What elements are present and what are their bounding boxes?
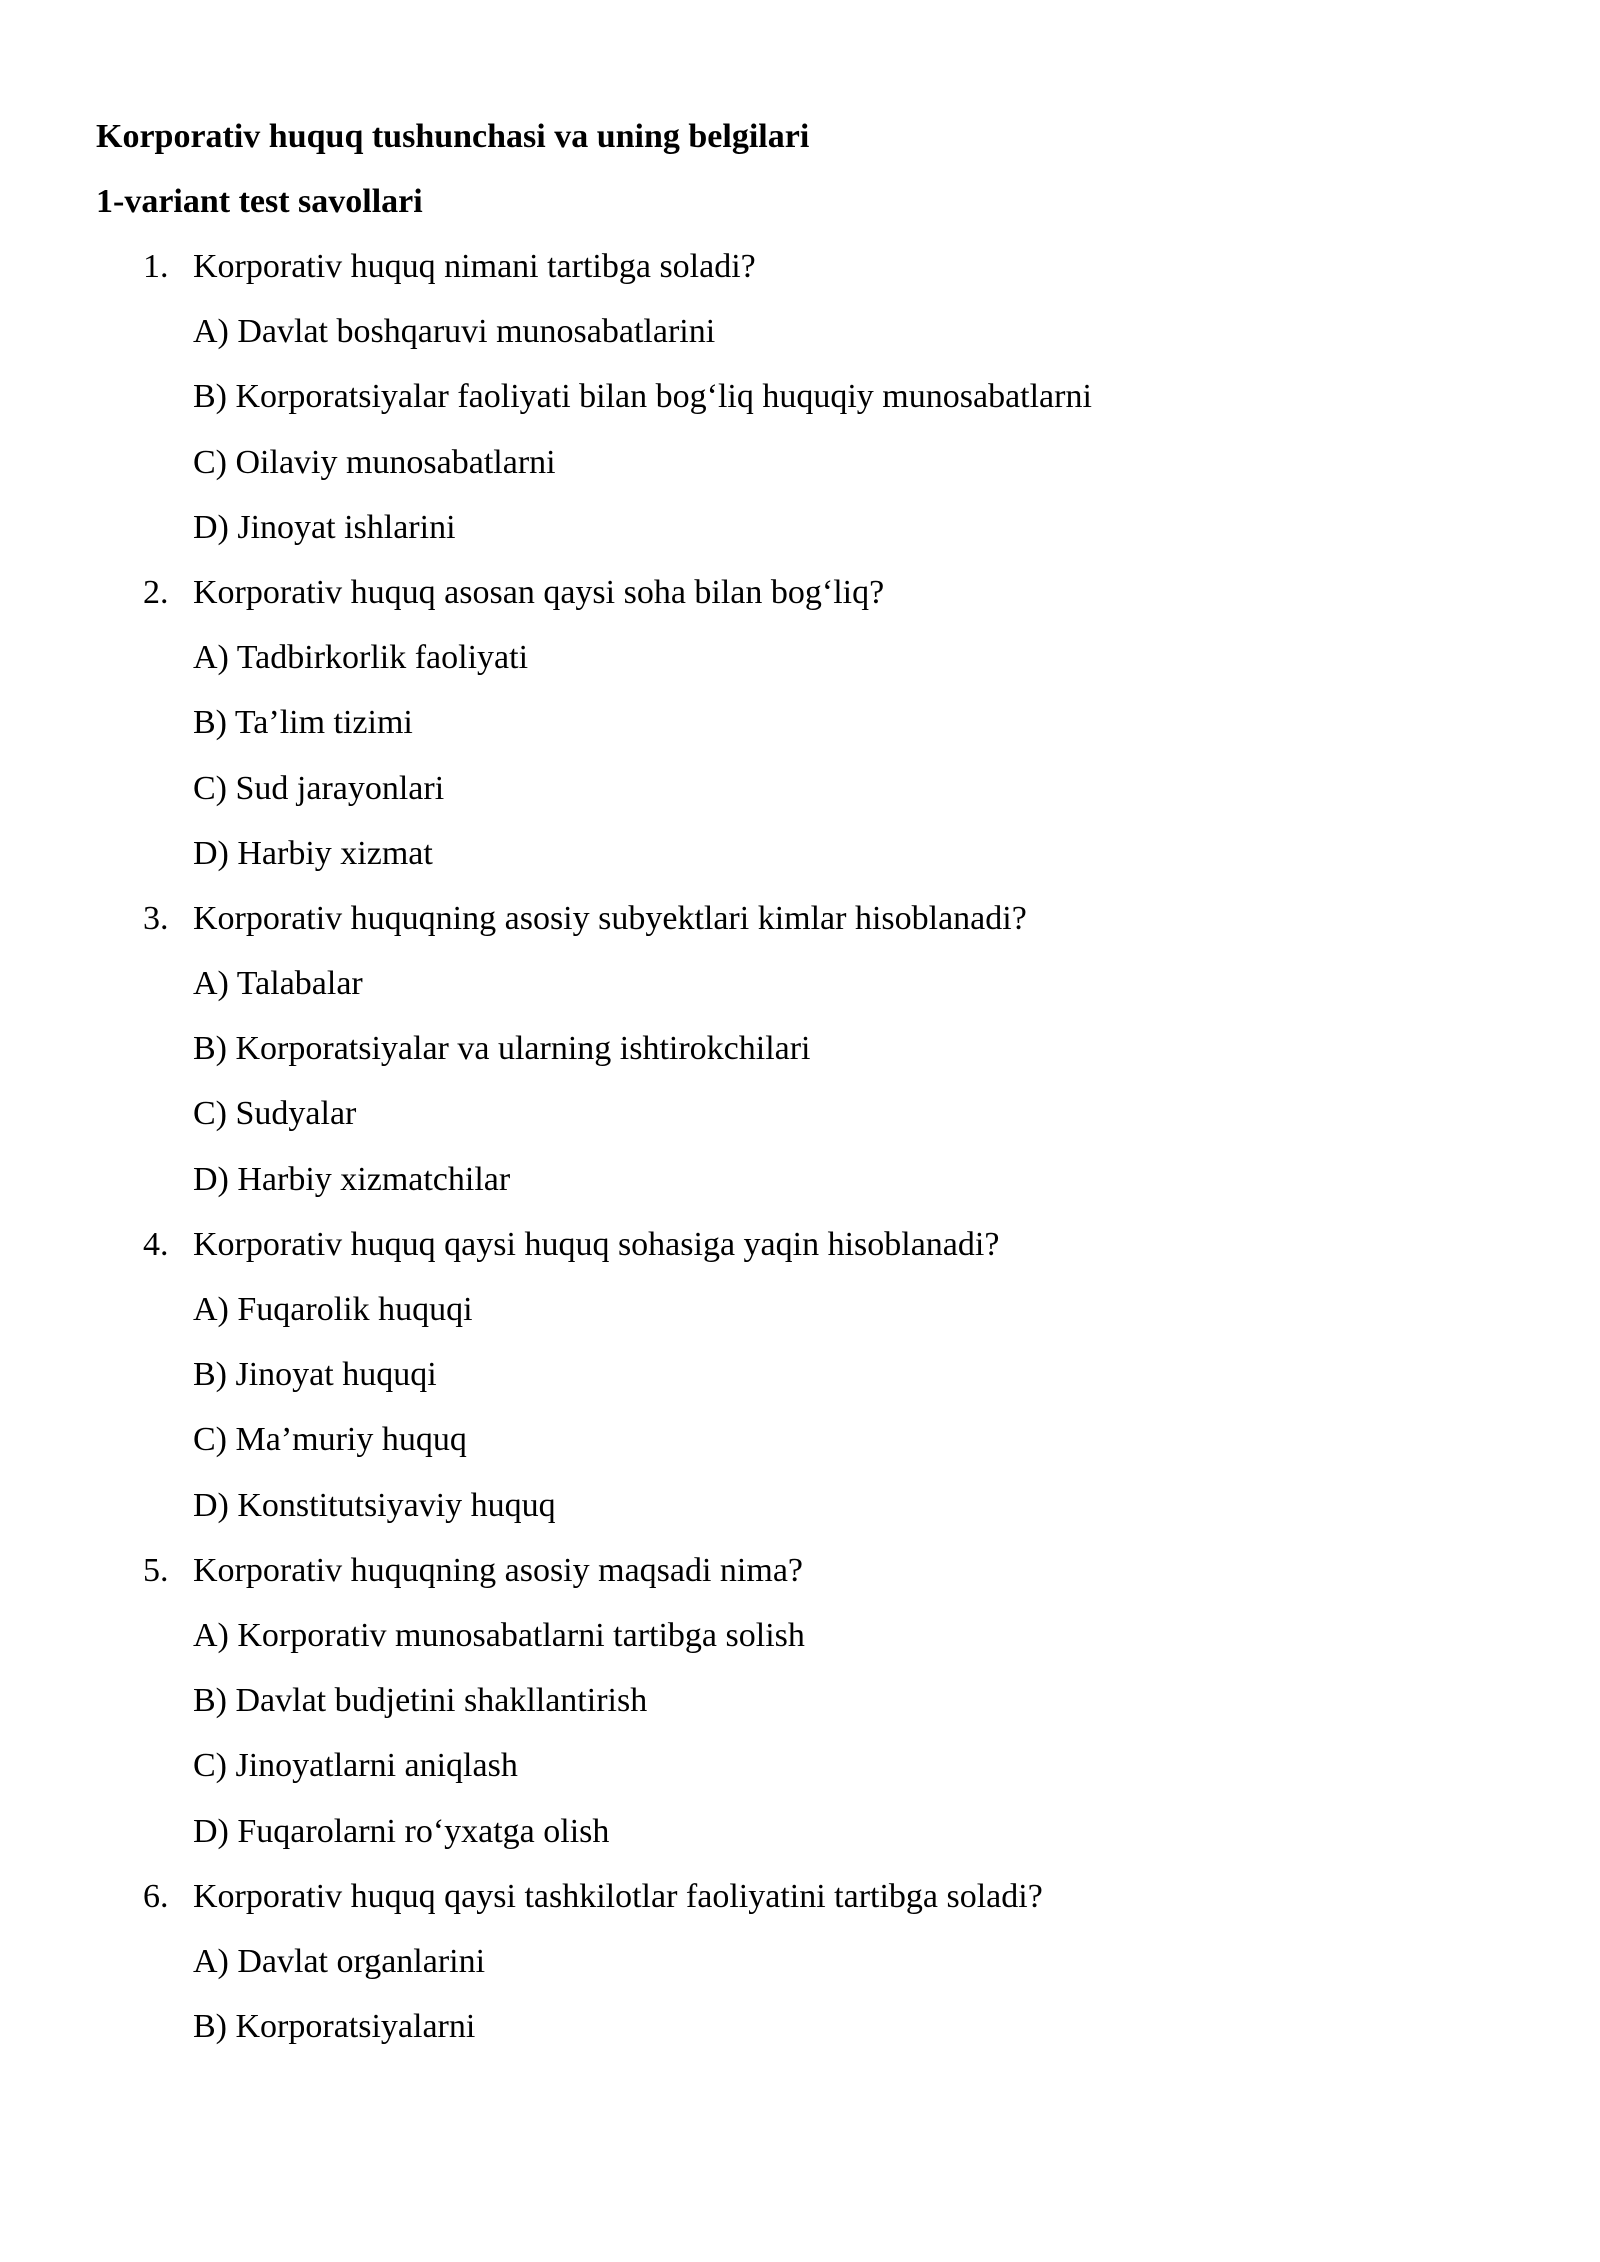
answer-options bbox=[0, 1941, 1600, 2071]
question-number: 5. bbox=[143, 1551, 169, 1589]
question-text: Korporativ huquq nimani tartibga soladi? bbox=[193, 248, 756, 285]
question-line bbox=[0, 1224, 1600, 1289]
answer-option bbox=[0, 963, 1600, 1028]
answer-option-text: C) Sudyalar bbox=[193, 1095, 357, 1133]
answer-option bbox=[0, 442, 1600, 507]
answer-option-text: C) Oilaviy munosabatlarni bbox=[193, 443, 556, 481]
question-line bbox=[0, 1550, 1600, 1615]
answer-option bbox=[0, 2006, 1600, 2071]
question-6 bbox=[0, 1876, 1600, 2072]
question-line bbox=[0, 898, 1600, 963]
answer-option-text: D) Harbiy xizmat bbox=[193, 834, 433, 872]
answer-option-text: B) Korporatsiyalar faoliyati bilan bog‘liq huquqiy munosabatlarni bbox=[193, 378, 1092, 416]
question-text: Korporativ huquq asosan qaysi soha bilan bog‘liq? bbox=[193, 573, 885, 611]
answer-option-text: B) Davlat budjetini shakllantirish bbox=[193, 1682, 648, 1720]
answer-option bbox=[0, 1615, 1600, 1680]
answer-option bbox=[0, 507, 1600, 572]
document-subtitle: 1-variant test savollari bbox=[96, 183, 423, 220]
question-4 bbox=[0, 1224, 1600, 1550]
answer-option bbox=[0, 376, 1600, 441]
answer-option bbox=[0, 1354, 1600, 1419]
answer-options bbox=[0, 963, 1600, 1224]
answer-option bbox=[0, 1941, 1600, 2006]
answer-option bbox=[0, 637, 1600, 702]
answer-option bbox=[0, 1485, 1600, 1550]
answer-option-text: B) Jinoyat huquqi bbox=[193, 1356, 437, 1394]
answer-option-text: A) Talabalar bbox=[193, 965, 363, 1003]
answer-option-text: A) Korporativ munosabatlarni tartibga solish bbox=[193, 1616, 805, 1654]
answer-option bbox=[0, 1680, 1600, 1745]
answer-option-text: A) Fuqarolik huquqi bbox=[193, 1291, 473, 1328]
answer-option-text: B) Korporatsiyalarni bbox=[193, 2008, 476, 2046]
question-number: 2. bbox=[143, 573, 169, 611]
question-number: 1. bbox=[143, 248, 169, 285]
question-1 bbox=[0, 246, 1600, 572]
question-text: Korporativ huquqning asosiy maqsadi nima? bbox=[193, 1551, 804, 1589]
answer-option bbox=[0, 768, 1600, 833]
answer-option-text: D) Fuqarolarni ro‘yxatga olish bbox=[193, 1812, 610, 1850]
answer-option-text: A) Davlat boshqaruvi munosabatlarini bbox=[193, 313, 716, 351]
question-text: Korporativ huquq qaysi tashkilotlar faoliyatini tartibga soladi? bbox=[193, 1877, 1043, 1915]
answer-option-text: D) Harbiy xizmatchilar bbox=[193, 1160, 511, 1198]
answer-option bbox=[0, 1159, 1600, 1224]
question-line bbox=[0, 572, 1600, 637]
answer-option bbox=[0, 1419, 1600, 1484]
answer-options bbox=[0, 637, 1600, 898]
answer-option-text: C) Jinoyatlarni aniqlash bbox=[193, 1747, 518, 1785]
answer-option bbox=[0, 702, 1600, 767]
question-line bbox=[0, 246, 1600, 311]
question-2 bbox=[0, 572, 1600, 898]
answer-option-text: A) Tadbirkorlik faoliyati bbox=[193, 639, 529, 677]
question-list bbox=[0, 246, 1600, 2071]
answer-option-text: A) Davlat organlarini bbox=[193, 1942, 486, 1980]
answer-option-text: C) Ma’muriy huquq bbox=[193, 1421, 467, 1459]
question-text: Korporativ huquqning asosiy subyektlari kimlar hisoblanadi? bbox=[193, 899, 1027, 937]
answer-options bbox=[0, 1289, 1600, 1550]
question-text: Korporativ huquq qaysi huquq sohasiga yaqin hisoblanadi? bbox=[193, 1225, 1000, 1263]
answer-option bbox=[0, 1745, 1600, 1810]
answer-option bbox=[0, 1811, 1600, 1876]
answer-option-text: B) Ta’lim tizimi bbox=[193, 704, 413, 742]
question-line bbox=[0, 1876, 1600, 1941]
answer-options bbox=[0, 1615, 1600, 1876]
answer-option-text: D) Konstitutsiyaviy huquq bbox=[193, 1486, 556, 1524]
question-5 bbox=[0, 1550, 1600, 1876]
question-number: 3. bbox=[143, 899, 169, 937]
question-number: 4. bbox=[143, 1225, 169, 1263]
answer-option bbox=[0, 1093, 1600, 1158]
question-3 bbox=[0, 898, 1600, 1224]
question-number: 6. bbox=[143, 1877, 169, 1915]
answer-option bbox=[0, 833, 1600, 898]
answer-option-text: B) Korporatsiyalar va ularning ishtirokchilari bbox=[193, 1030, 811, 1068]
answer-option bbox=[0, 311, 1600, 376]
answer-option-text: D) Jinoyat ishlarini bbox=[193, 508, 456, 546]
answer-options bbox=[0, 311, 1600, 572]
document-title: Korporativ huquq tushunchasi va uning belgilari bbox=[96, 118, 810, 155]
answer-option bbox=[0, 1289, 1600, 1354]
answer-option-text: C) Sud jarayonlari bbox=[193, 769, 445, 807]
answer-option bbox=[0, 1028, 1600, 1093]
